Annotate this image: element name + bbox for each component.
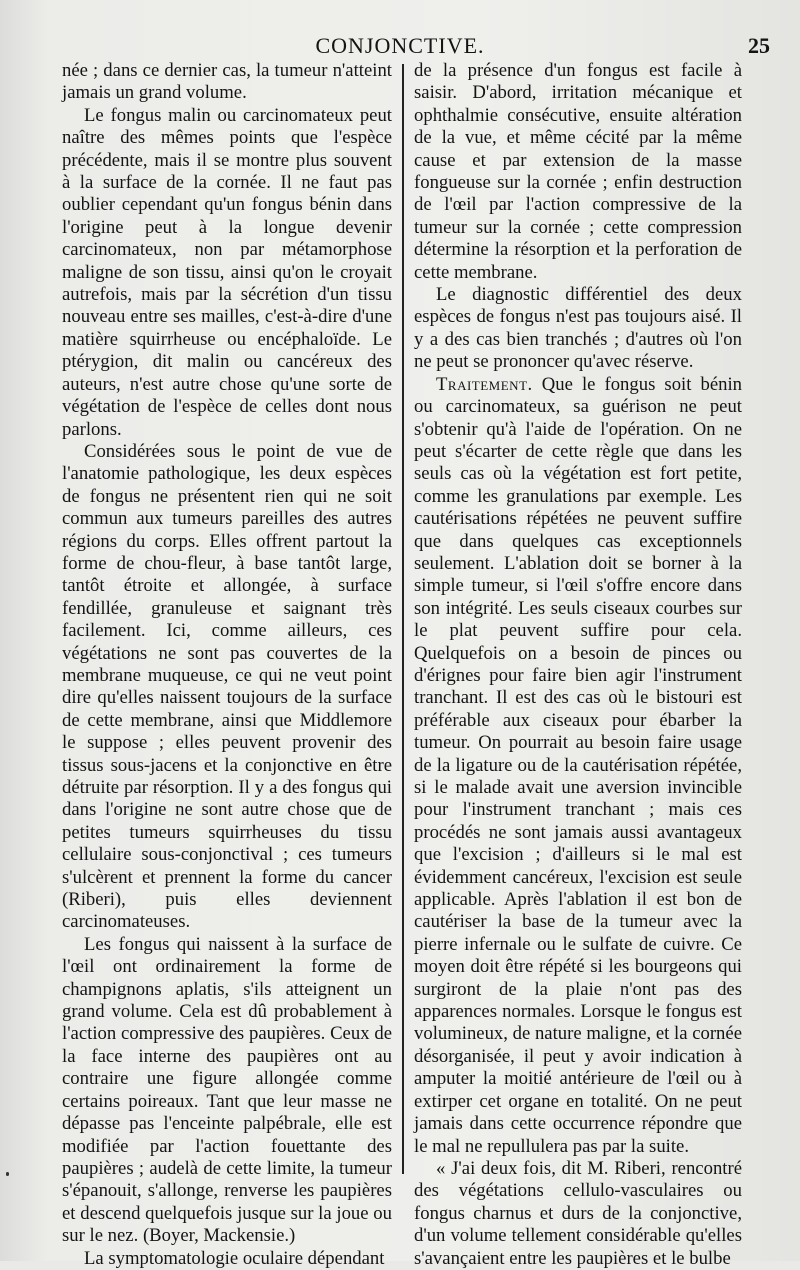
page-number: 25 xyxy=(748,33,770,58)
paragraph: Le fongus malin ou carcinomateux peut naître des mêmes points que l'espèce précédente, mais il se montre plus souvent à la surface de la cornée. Il ne faut pas oublier cependant qu'un fongus bénin dans l'origine peut à la longue devenir carcinomateux, non par métamorphose maligne de son tissu, ainsi qu'on le croyait autrefois, mais par la sécrétion d'un tissu nouveau entre ses mailles, c'est-à-dire d'une matière squirrheuse ou encéphaloïde. Le ptérygion, dit malin ou cancéreux des auteurs, n'est autre chose qu'une sorte de végétation de l'espèce de celles dont nous parlons. xyxy=(62,104,392,440)
column-divider xyxy=(402,64,404,1174)
left-column xyxy=(62,60,392,1270)
paragraph-text: Que le fongus soit bénin ou carcinomateux, sa guérison ne peut s'obtenir qu'à l'aide de l'opération. On ne peut s'écarter de cette règle que dans les seuls cas où la végétation est fort petite, comme les granulations par exemple. Les cautérisations répétées ne peuvent suffire que dans quelques cas exceptionnels seulement. L'ablation doit se borner à la simple tumeur, si l'œil s'offre encore dans son intégrité. Les seuls ciseaux courbes sur le plat peuvent suffire pour cela. Quelquefois on a besoin de pinces ou d'érignes pour faire bien agir l'instrument tranchant. Il est des cas où le bistouri est préférable aux ciseaux pour ébarber la tumeur. On pourrait au besoin faire usage de la ligature ou de la cautérisation répétée, si le malade avait une aversion invincible pour l'instrument tranchant ; mais ces procédés ne sont jamais aussi avantageux que l'excision ; d'ailleurs si le mal est évidemment cancéreux, l'excision est seule applicable. Après l'ablation il est bon de cautériser la base de la tumeur avec la pierre infernale ou le sulfate de cuivre. Ce moyen doit être répété si les bourgeons qui surgiront de la plaie n'ont pas des apparences normales. Lorsque le fongus est volumineux, de nature maligne, et la cornée désorganisée, il peut y avoir indication à amputer la moitié antérieure de l'œil ou à extirper cet organe en totalité. On ne peut jamais dans cette occurrence répondre que le mal ne repullulera pas par la suite. xyxy=(414,373,742,1157)
paragraph: La symptomatologie oculaire dépendant xyxy=(84,1247,385,1269)
paragraph: de la présence d'un fongus est facile à saisir. D'abord, irritation mécanique et ophthalmie consécutive, ensuite altération de la vue, et même cécité par la même cause et par extension de la masse fongueuse sur la cornée ; enfin destruction de l'œil par l'action compressive de la tumeur sur la cornée ; cette compression détermine la résorption et la perforation de cette membrane. xyxy=(414,60,742,283)
paragraph: Les fongus qui naissent à la surface de l'œil ont ordinairement la forme de champignons aplatis, s'ils atteignent un grand volume. Cela est dû probablement à l'action compressive des paupières. Ceux de la face interne des paupières ont au contraire une figure allongée comme certains poireaux. Tant que leur masse ne dépasse pas l'enceinte palpébrale, elle est modifiée par l'action fouettante des paupières ; audelà de cette limite, la tumeur s'épanouit, s'allonge, renverse les paupières et descend quelquefois jusque sur la joue ou sur le nez. (Boyer, Mackensie.) xyxy=(62,933,392,1247)
paragraph: née ; dans ce dernier cas, la tumeur n'atteint jamais un grand volume. xyxy=(62,60,392,104)
print-speck xyxy=(6,1172,9,1176)
page-title: CONJONCTIVE. xyxy=(315,33,485,58)
paragraph: Considérées sous le point de vue de l'anatomie pathologique, les deux espèces de fongus ne présentent rien qui ne soit commun aux tumeurs pareilles des autres régions du corps. Elles offrent partout la forme de chou-fleur, à base tantôt large, tantôt étroite et allongée, à surface fendillée, granuleuse et saignant très facilement. Ici, comme ailleurs, ces végétations ne sont pas couvertes de la membrane muqueuse, ce qui ne veut point dire qu'elles naissent toujours de la surface de cette membrane, ainsi que Middlemore le suppose ; elles peuvent provenir des tissus sous-jacens et la conjonctive en être détruite par résorption. Il y a des fongus qui dans l'origine ne sont autre chose que de petites tumeurs squirrheuses du tissu cellulaire sous-conjonctival ; ces tumeurs s'ulcèrent et prennent la forme du cancer (Riberi), puis elles deviennent carcinomateuses. xyxy=(62,440,392,933)
paragraph: Le diagnostic différentiel des deux espèces de fongus n'est pas toujours aisé. Il y a des cas bien tranchés ; d'autres où l'on ne peut se prononcer qu'avec réserve. xyxy=(414,284,742,373)
running-head xyxy=(0,32,800,60)
section-heading: Traitement. xyxy=(436,373,533,395)
traitement-paragraph xyxy=(414,374,742,1158)
quote-paragraph: « J'ai deux fois, dit M. Riberi, rencontré des végétations cellulo-vasculaires ou fongus charnus et durs de la conjonctive, d'un volume tellement considérable qu'elles s'avançaient entre les paupières et le bulbe xyxy=(414,1157,742,1269)
right-column xyxy=(414,60,742,1270)
